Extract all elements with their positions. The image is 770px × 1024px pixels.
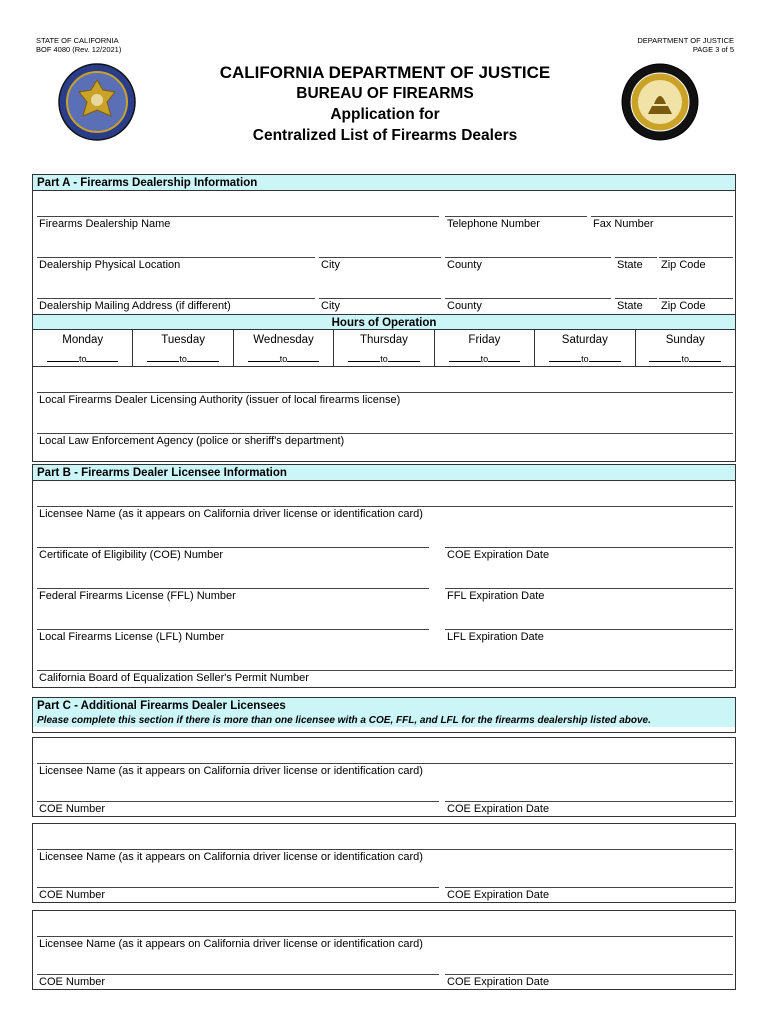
coe-number-field[interactable]: Certificate of Eligibility (COE) Number: [37, 547, 429, 561]
day-label: Monday: [62, 334, 104, 346]
part-c-heading: Part C - Additional Firearms Dealer Licensees: [33, 698, 735, 714]
mailing-zip-field[interactable]: Zip Code: [659, 298, 733, 312]
law-enforcement-row: [33, 408, 735, 449]
ffl-row: [33, 563, 735, 604]
form-id: BOF 4080 (Rev. 12/2021): [36, 45, 122, 54]
mailing-state-field[interactable]: State: [615, 298, 657, 312]
page-number: PAGE 3 of 5: [692, 45, 734, 54]
law-enforcement-field[interactable]: Local Law Enforcement Agency (police or sheriff's department): [37, 433, 733, 447]
dealership-name-field[interactable]: Firearms Dealership Name: [37, 216, 439, 230]
hours-tuesday[interactable]: Tuesday to: [133, 330, 233, 366]
lfl-row: [33, 604, 735, 645]
title-department: CALIFORNIA DEPARTMENT OF JUSTICE: [219, 63, 551, 82]
county-field[interactable]: County: [445, 257, 611, 271]
additional-coe-number-field[interactable]: COE Number: [37, 974, 439, 988]
department-label: DEPARTMENT OF JUSTICE: [637, 36, 734, 45]
hours-wednesday[interactable]: Wednesday to: [234, 330, 334, 366]
telephone-field[interactable]: Telephone Number: [445, 216, 587, 230]
licensee-name-row: [33, 481, 735, 522]
title-application: Application for: [330, 106, 440, 123]
ffl-expiration-field[interactable]: FFL Expiration Date: [445, 588, 733, 602]
title-list: Centralized List of Firearms Dealers: [252, 127, 518, 144]
hours-heading: Hours of Operation: [33, 314, 735, 330]
part-a-heading: Part A - Firearms Dealership Information: [33, 175, 735, 191]
day-label: Thursday: [360, 334, 408, 346]
additional-coe-expiration-field[interactable]: COE Expiration Date: [445, 801, 733, 815]
lfl-number-field[interactable]: Local Firearms License (LFL) Number: [37, 629, 429, 643]
hours-friday[interactable]: Friday to: [435, 330, 535, 366]
fax-field[interactable]: Fax Number: [591, 216, 733, 230]
seller-permit-row: [33, 645, 735, 686]
additional-coe-number-field[interactable]: COE Number: [37, 887, 439, 901]
day-label: Wednesday: [253, 334, 314, 346]
additional-licensee-3: [32, 910, 736, 990]
dealership-name-row: [33, 191, 735, 232]
seller-permit-field[interactable]: California Board of Equalization Seller's Permit Number: [37, 670, 733, 684]
hours-saturday[interactable]: Saturday to: [535, 330, 635, 366]
state-label: STATE OF CALIFORNIA: [36, 36, 119, 45]
additional-coe-expiration-field[interactable]: COE Expiration Date: [445, 974, 733, 988]
licensee-name-field[interactable]: Licensee Name (as it appears on California driver license or identification card): [37, 506, 733, 520]
additional-licensee-1: [32, 737, 736, 817]
part-b-heading: Part B - Firearms Dealer Licensee Information: [33, 465, 735, 481]
state-field[interactable]: State: [615, 257, 657, 271]
day-label: Saturday: [561, 334, 608, 346]
part-a-section: [32, 174, 736, 462]
title-bureau: BUREAU OF FIREARMS: [296, 85, 474, 102]
additional-coe-number-field[interactable]: COE Number: [37, 801, 439, 815]
zip-field[interactable]: Zip Code: [659, 257, 733, 271]
hours-sunday[interactable]: Sunday to: [636, 330, 735, 366]
hours-thursday[interactable]: Thursday to: [334, 330, 434, 366]
city-field[interactable]: City: [319, 257, 441, 271]
mailing-city-field[interactable]: City: [319, 298, 441, 312]
form-header-left: [36, 36, 121, 54]
coe-row: [33, 522, 735, 563]
mailing-address-field[interactable]: Dealership Mailing Address (if different): [37, 298, 315, 312]
part-b-section: [32, 464, 736, 688]
additional-licensee-name-field[interactable]: Licensee Name (as it appears on California driver license or identification card): [37, 849, 733, 863]
hours-monday[interactable]: Monday to: [33, 330, 133, 366]
lfl-expiration-field[interactable]: LFL Expiration Date: [445, 629, 733, 643]
additional-licensee-name-field[interactable]: Licensee Name (as it appears on California driver license or identification card): [37, 763, 733, 777]
additional-licensee-name-field[interactable]: Licensee Name (as it appears on California driver license or identification card): [37, 936, 733, 950]
form-title-block: [0, 62, 770, 146]
licensing-authority-row: [33, 367, 735, 408]
part-c-section: [32, 697, 736, 733]
ffl-number-field[interactable]: Federal Firearms License (FFL) Number: [37, 588, 429, 602]
hours-grid: [33, 330, 735, 367]
additional-licensee-2: [32, 823, 736, 903]
form-header-right: [637, 36, 734, 54]
day-label: Friday: [468, 334, 501, 346]
physical-location-field[interactable]: Dealership Physical Location: [37, 257, 315, 271]
coe-expiration-field[interactable]: COE Expiration Date: [445, 547, 733, 561]
licensing-authority-field[interactable]: Local Firearms Dealer Licensing Authority (issuer of local firearms license): [37, 392, 733, 406]
day-label: Tuesday: [161, 334, 205, 346]
mailing-address-row: [33, 273, 735, 314]
physical-location-row: [33, 232, 735, 273]
part-c-note: Please complete this section if there is more than one licensee with a COE, FFL, and LFL for the firearms dealership listed above.: [33, 714, 735, 727]
additional-coe-expiration-field[interactable]: COE Expiration Date: [445, 887, 733, 901]
day-label: Sunday: [665, 334, 705, 346]
mailing-county-field[interactable]: County: [445, 298, 611, 312]
